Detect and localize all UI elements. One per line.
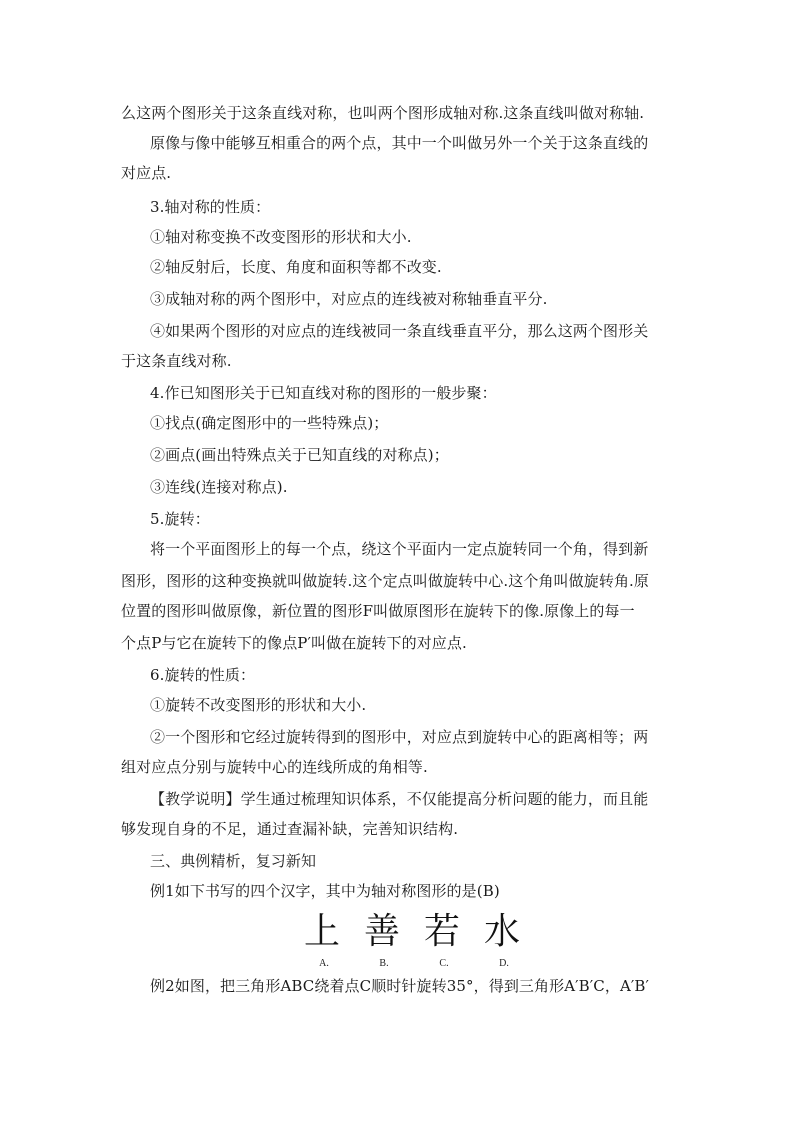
text-line: ②画点(画出特殊点关于已知直线的对称点)； — [150, 446, 449, 464]
text-line: 组对应点分别与旋转中心的连线所成的角相等. — [121, 758, 428, 776]
example-1-question: 例1如下书写的四个汉字，其中为轴对称图形的是(B) — [150, 882, 500, 900]
text-line: ①轴对称变换不改变图形的形状和大小. — [150, 228, 412, 246]
example-2-question: 例2如图，把三角形ABC绕着点C顺时针旋转35°，得到三角形A′B′C，A′B′ — [150, 977, 650, 995]
text-line: 图形，图形的这种变换就叫做旋转.这个定点叫做旋转中心.这个角叫做旋转角.原 — [121, 572, 650, 590]
text-line: ③连线(连接对称点). — [150, 478, 288, 496]
text-line: 个点P与它在旋转下的像点P′叫做在旋转下的对应点. — [121, 634, 467, 652]
example-1-characters — [300, 910, 540, 954]
section-heading: 6.旋转的性质： — [150, 666, 256, 684]
section-heading: 3.轴对称的性质： — [150, 198, 271, 216]
character-option-c: 若 — [423, 911, 460, 952]
character-option-a: 上 — [303, 911, 340, 952]
text-line: 么这两个图形关于这条直线对称，也叫两个图形成轴对称.这条直线叫做对称轴. — [121, 104, 645, 122]
character-option-d: 水 — [483, 911, 520, 952]
text-line: 原像与像中能够互相重合的两个点，其中一个叫做另外一个关于这条直线的 — [150, 134, 649, 152]
teaching-note: 【教学说明】学生通过梳理知识体系，不仅能提高分析问题的能力，而且能 — [150, 790, 649, 808]
text-line: ②一个图形和它经过旋转得到的图形中，对应点到旋转中心的距离相等；两 — [150, 728, 649, 746]
option-label-b: B. — [379, 958, 389, 969]
character-option-b: 善 — [363, 911, 400, 952]
text-line: ①旋转不改变图形的形状和大小. — [150, 696, 367, 714]
text-line: 于这条直线对称. — [121, 352, 232, 370]
option-label-d: D. — [499, 958, 509, 969]
option-label-a: A. — [319, 958, 329, 969]
section-heading: 4.作已知图形关于已知直线对称的图形的一般步聚： — [150, 384, 497, 402]
text-line: 位置的图形叫做原像，新位置的图形F叫做原图形在旋转下的像.原像上的每一 — [121, 602, 635, 620]
text-line: ③成轴对称的两个图形中，对应点的连线被对称轴垂直平分. — [150, 290, 548, 308]
section-heading: 三、典例精析，复习新知 — [150, 852, 317, 870]
text-line: 对应点. — [121, 164, 172, 182]
text-line: 够发现自身的不足，通过查漏补缺，完善知识结构. — [121, 820, 459, 838]
text-line: ④如果两个图形的对应点的连线被同一条直线垂直平分，那么这两个图形关 — [150, 322, 649, 340]
text-line: ②轴反射后，长度、角度和面积等都不改变. — [150, 258, 442, 276]
text-line: ①找点(确定图形中的一些特殊点)； — [150, 414, 389, 432]
option-label-c: C. — [439, 958, 449, 969]
section-heading: 5.旋转： — [150, 510, 210, 528]
text-line: 将一个平面图形上的每一个点，绕这个平面内一定点旋转同一个角，得到新 — [150, 540, 649, 558]
